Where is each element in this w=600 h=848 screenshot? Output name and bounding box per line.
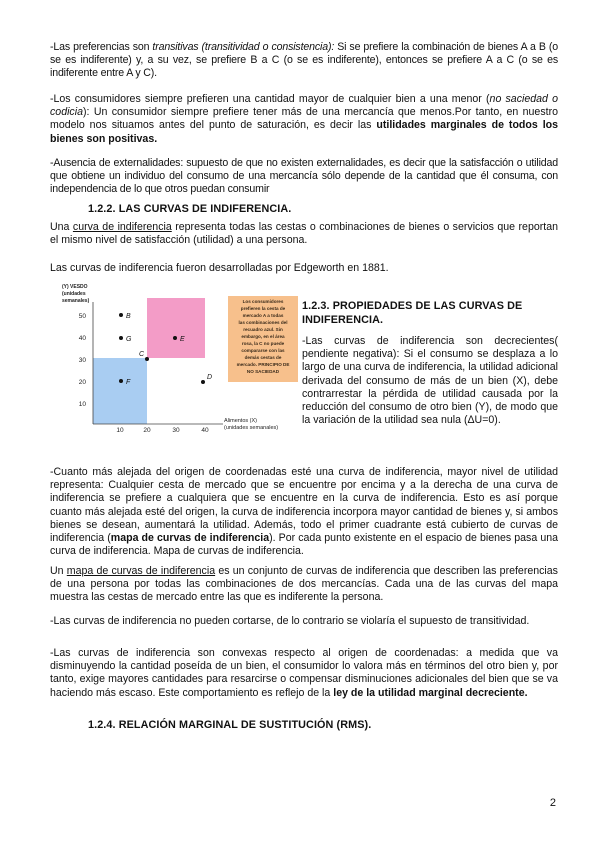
note-line: NO SACIEDAD: [246, 369, 280, 374]
x-tick-40: 40: [201, 427, 209, 434]
blue-region: [93, 358, 147, 424]
point-b-label: B: [126, 313, 131, 320]
y-tick-30: 30: [78, 357, 86, 364]
y-axis-label-2: (unidades: [62, 291, 86, 297]
paragraph-indifference-map: Un mapa de curvas de indiferencia es un conjunto de curvas de indiferencia que describen las preferencias de una persona por todas las combinaciones de dos mercancías. Cada una de las curvas del mapa muestra las cestas de mercado entre las que es indiferente la persona.: [50, 565, 558, 604]
note-line: mercado. PRINCIPIO DE: [236, 362, 290, 367]
note-line: recuadro azul. Sin: [243, 327, 283, 332]
y-axis-label-1: (Y) VESDO: [62, 284, 88, 290]
point-d-marker: [201, 380, 205, 384]
note-text: [237, 299, 290, 374]
preferences-diagram: [58, 284, 310, 444]
paragraph-indifference-definition: Una curva de indiferencia representa todas las cestas o combinaciones de bienes o servicios que reportan el mismo nivel de satisfacción (utilidad) a una persona.: [50, 221, 558, 247]
y-tick-10: 10: [78, 401, 86, 408]
note-line: las combinaciones del: [238, 320, 288, 325]
paragraph-non-satiation: -Los consumidores siempre prefieren una cantidad mayor de cualquier bien a una menor (no saciedad o codicia): Un consumidor siempre prefiere tener más de una mercancía que menos.Por tanto, en nuestro modelo nos situamos antes del punto de saturación, es decir las utilidades marginales de todos los bienes son positivas.: [50, 93, 559, 145]
note-line: mercado A a todas: [242, 313, 284, 318]
point-e-marker: [173, 336, 177, 340]
note-line: compararse con las: [241, 348, 285, 353]
y-tick-20: 20: [78, 379, 86, 386]
x-tick-10: 10: [116, 427, 124, 434]
paragraph-transitivity: -Las preferencias son transitivas (transitividad o consistencia): Si se prefiere la combinación de bienes A a B (o se es indiferente) y, a su vez, se prefiere B a C (o se es indiferente), entonces se prefiere A a C (o se es indiferente entre A y C).: [50, 41, 558, 80]
note-line: demás cestas de: [244, 355, 282, 360]
note-line: rosa, la C no puede: [241, 341, 285, 346]
paragraph-decreasing-curves: -Las curvas de indiferencia son decrecientes( pendiente negativa): Si el consumo se desplaza a lo largo de una curva de indiferencia, la utilidad adicional derivada del consumo de más de un bien (X), debe contrarrestar la pérdida de utilidad causada por la reducción del consumo de otro bien (Y), de modo que la variación de la utilidad sea nula (ΔU=0).: [302, 335, 558, 427]
x-tick-30: 30: [172, 427, 180, 434]
paragraph-edgeworth: Las curvas de indiferencia fueron desarrolladas por Edgeworth en 1881.: [50, 262, 389, 274]
point-b-marker: [119, 313, 123, 317]
point-g-marker: [119, 336, 123, 340]
note-line: prefieren la cesta de: [240, 306, 286, 311]
point-a-marker: [145, 357, 149, 361]
note-line: embargo, en el área: [241, 334, 285, 339]
x-tick-20: 20: [143, 427, 151, 434]
paragraph-externalities: -Ausencia de externalidades: supuesto de que no existen externalidades, es decir que la satisfacción o utilidad que obtiene un individuo del consumo de una mercancía sólo depende de la cantidad que él consuma, con independencia de lo que otros puedan consumir: [50, 157, 558, 196]
heading-1-2-3: 1.2.3. PROPIEDADES DE LAS CURVAS DE INDIFERENCIA.: [302, 300, 523, 326]
paragraph-convexity: -Las curvas de indiferencia son convexas respecto al origen de coordenadas: a medida que va disminuyendo la cantidad poseída de un bien, el consumidor lo valora más en términos del otro bien y, por tanto, exige mayores cantidades para resarcirse o compensar disminuciones adicionales del bien que se va haciendo más escaso. Este comportamiento es reflejo de la ley de la utilidad marginal decreciente.: [50, 647, 558, 699]
y-tick-40: 40: [78, 335, 86, 342]
x-axis-label-1: Alimentos (X): [224, 418, 258, 424]
point-g-label: G: [126, 336, 132, 343]
pink-region: [147, 298, 205, 358]
point-c-label: C: [139, 351, 145, 358]
x-axis-label-2: (unidades semanales): [224, 425, 279, 431]
paragraph-farther-curves: -Cuanto más alejada del origen de coordenadas esté una curva de indiferencia, mayor nivel de utilidad representa: Cualquier cesta de mercado que se encuentre por encima y a la derecha de una curva de indiferencia se prefiere a cualquiera que se encuentre en la curva de indiferencia. Esto es así porque cuanto más alejada esté del origen, la curva de indiferencia incorpora mayor cantidad de bienes y, si ambos bienes se desean, aumentará la utilidad. Además, todo el primer cuadrante está cubierto de curvas de indiferencia (mapa de curvas de indiferencia). Por cada punto existente en el espacio de bienes pasa una curva de indiferencia. Mapa de curvas de indiferencia.: [50, 466, 558, 558]
y-axis-label-3: semanales): [62, 298, 90, 304]
point-f-label: F: [126, 379, 131, 386]
y-tick-50: 50: [78, 313, 86, 320]
paragraph-no-crossing: -Las curvas de indiferencia no pueden cortarse, de lo contrario se violaría el supuesto de transitividad.: [50, 615, 530, 627]
note-line: Los consumidores: [242, 299, 284, 304]
point-e-label: E: [180, 336, 185, 343]
heading-1-2-4: 1.2.4. RELACIÓN MARGINAL DE SUSTITUCIÓN (RMS).: [88, 719, 372, 731]
page-number: 2: [549, 797, 556, 809]
point-d-label: D: [207, 374, 213, 381]
point-f-marker: [119, 379, 123, 383]
heading-1-2-2: 1.2.2. LAS CURVAS DE INDIFERENCIA.: [88, 203, 292, 215]
preferences-figure: [58, 284, 310, 444]
